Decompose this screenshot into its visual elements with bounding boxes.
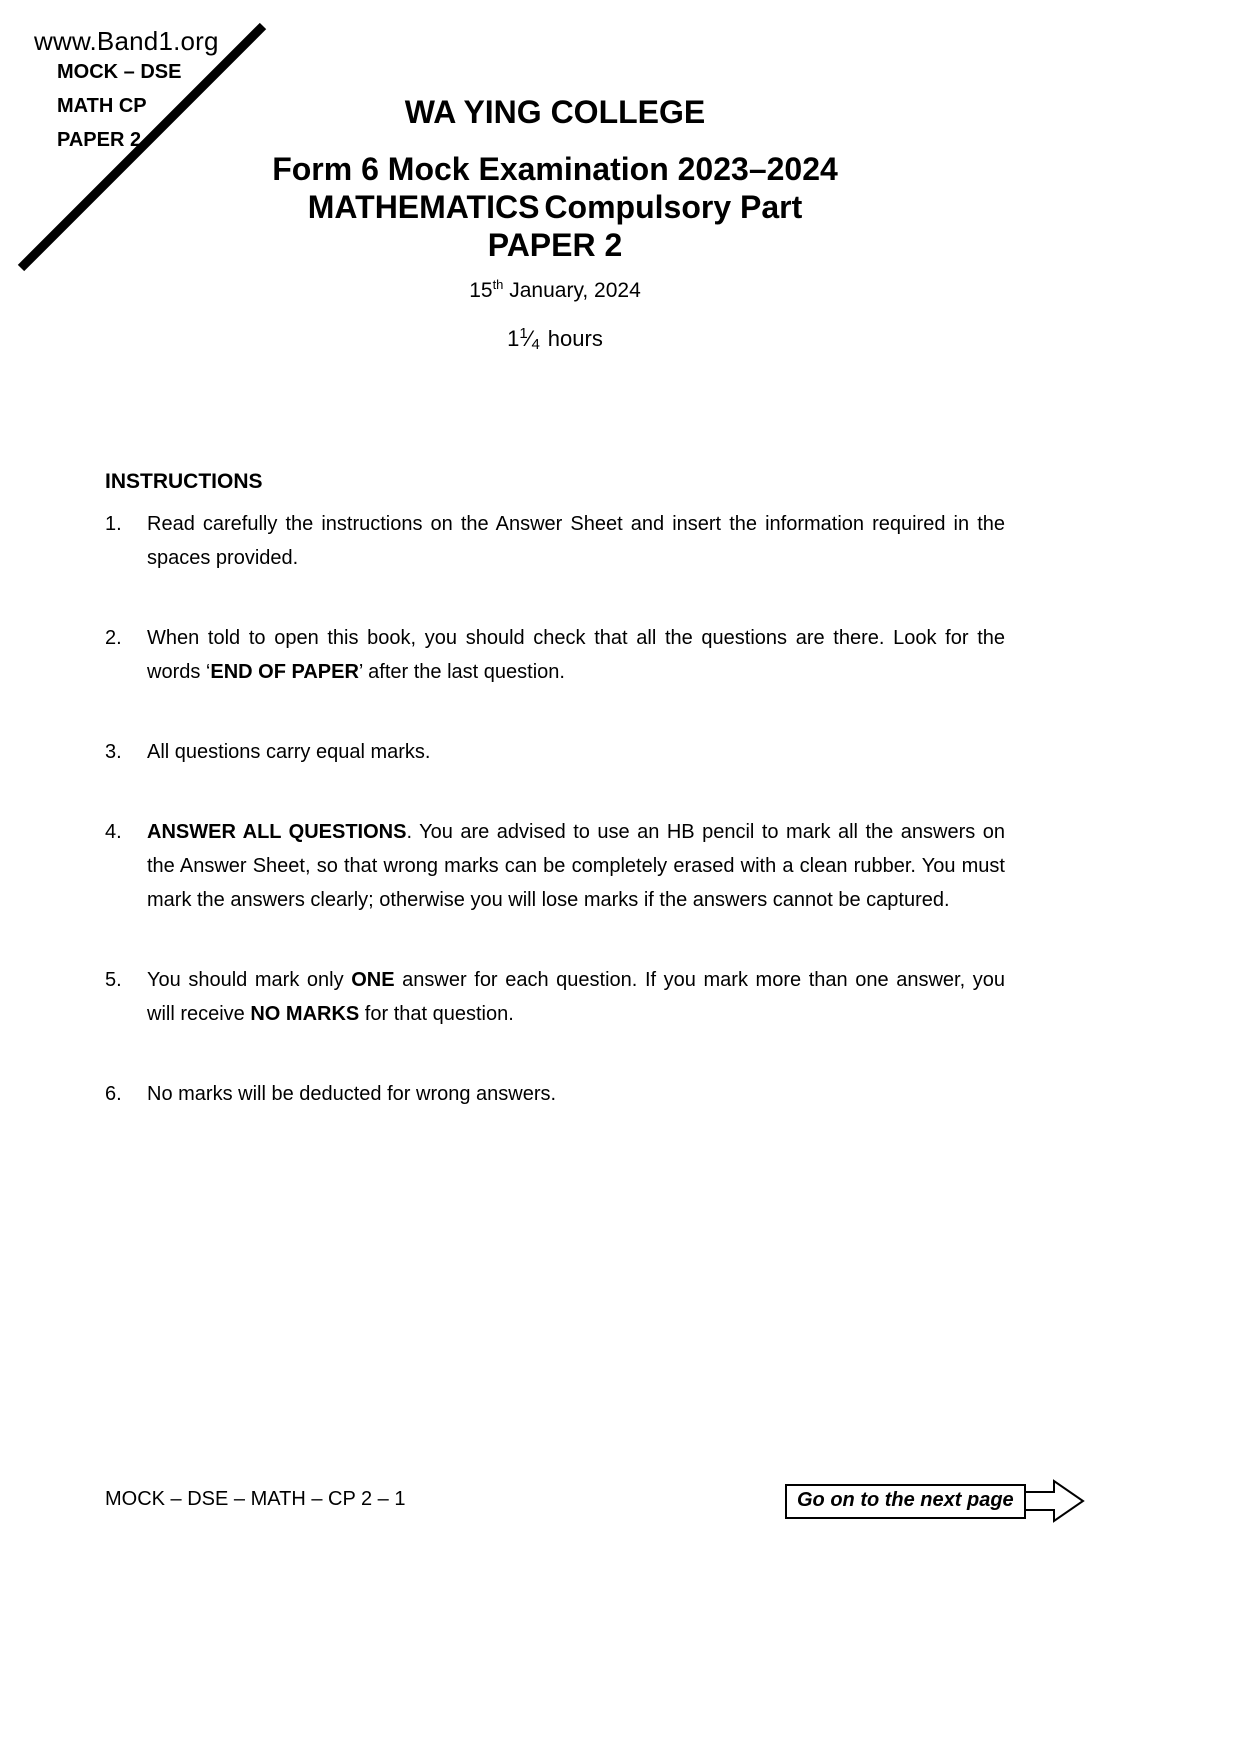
instruction-item-4 [105,815,1005,917]
bold-text: ANSWER ALL QUESTIONS [147,821,407,843]
duration-unit: hours [547,326,603,351]
next-page-label: Go on to the next page [785,1484,1026,1519]
instruction-number: 6. [105,1083,122,1105]
instruction-text: No marks will be deducted for wrong answers. [147,1083,557,1105]
date-ordinal: th [492,277,504,292]
instruction-number: 4. [105,821,122,843]
instruction-number: 2. [105,627,122,649]
instruction-text: ANSWER ALL QUESTIONS. You are advised to use an HB pencil to mark all the answers on the Answer Sheet, so that wrong marks can be completely erased with a clean rubber. You must mark the answers clearly; otherwise you will lose marks if the answers cannot be captured. [147,821,1005,911]
duration-whole: 1 [507,326,520,351]
bold-text: NO MARKS [250,1003,360,1025]
header [105,94,1005,353]
bold-text: ONE [351,969,395,991]
exam-title: Form 6 Mock Examination 2023–2024 [272,151,838,187]
instructions-section [105,470,1005,1157]
subject-part: Compulsory Part [544,189,803,225]
corner-label-paper-2: PAPER 2 [57,129,142,151]
fraction-slash: ⁄ [527,326,532,351]
exam-date [105,277,1005,303]
paper-number: PAPER 2 [487,227,623,263]
instructions-title: INSTRUCTIONS [105,470,263,493]
corner-label-mock-dse: MOCK – DSE [57,61,182,83]
instruction-item-6 [105,1077,1005,1111]
instruction-number: 3. [105,741,122,763]
subject-name: MATHEMATICS [307,189,540,225]
arrow-right-icon [1024,1478,1086,1524]
instruction-text: When told to open this book, you should check that all the questions are there. Look for the words ‘END OF PAPER’ after the last question. [147,627,1005,683]
instruction-text: Read carefully the instructions on the Answer Sheet and insert the information required in the spaces provided. [147,513,1005,569]
duration-fraction: $^1$⁄4 [519,325,540,353]
instruction-text: All questions carry equal marks. [147,741,431,763]
instruction-item-5 [105,963,1005,1031]
instruction-item-2 [105,621,1005,689]
date-day: 15 [469,279,493,302]
exam-duration [105,325,1005,353]
next-page-indicator [785,1478,1086,1524]
instruction-item-3 [105,735,1005,769]
bold-text: END OF PAPER [210,661,359,683]
corner-label-math-cp: MATH CP [57,95,147,117]
instruction-number: 1. [105,513,122,535]
page-code: MOCK – DSE – MATH – CP 2 – 1 [105,1488,406,1510]
instruction-item-1 [105,507,1005,575]
subject-line [105,188,1005,226]
instruction-number: 5. [105,969,122,991]
instruction-text: You should mark only ONE answer for each question. If you mark more than one answer, you will receive NO MARKS for that question. [147,969,1005,1025]
college-name: WA YING COLLEGE [404,94,706,130]
watermark-text: www.Band1.org [34,26,219,56]
date-rest: January, 2024 [503,279,641,302]
